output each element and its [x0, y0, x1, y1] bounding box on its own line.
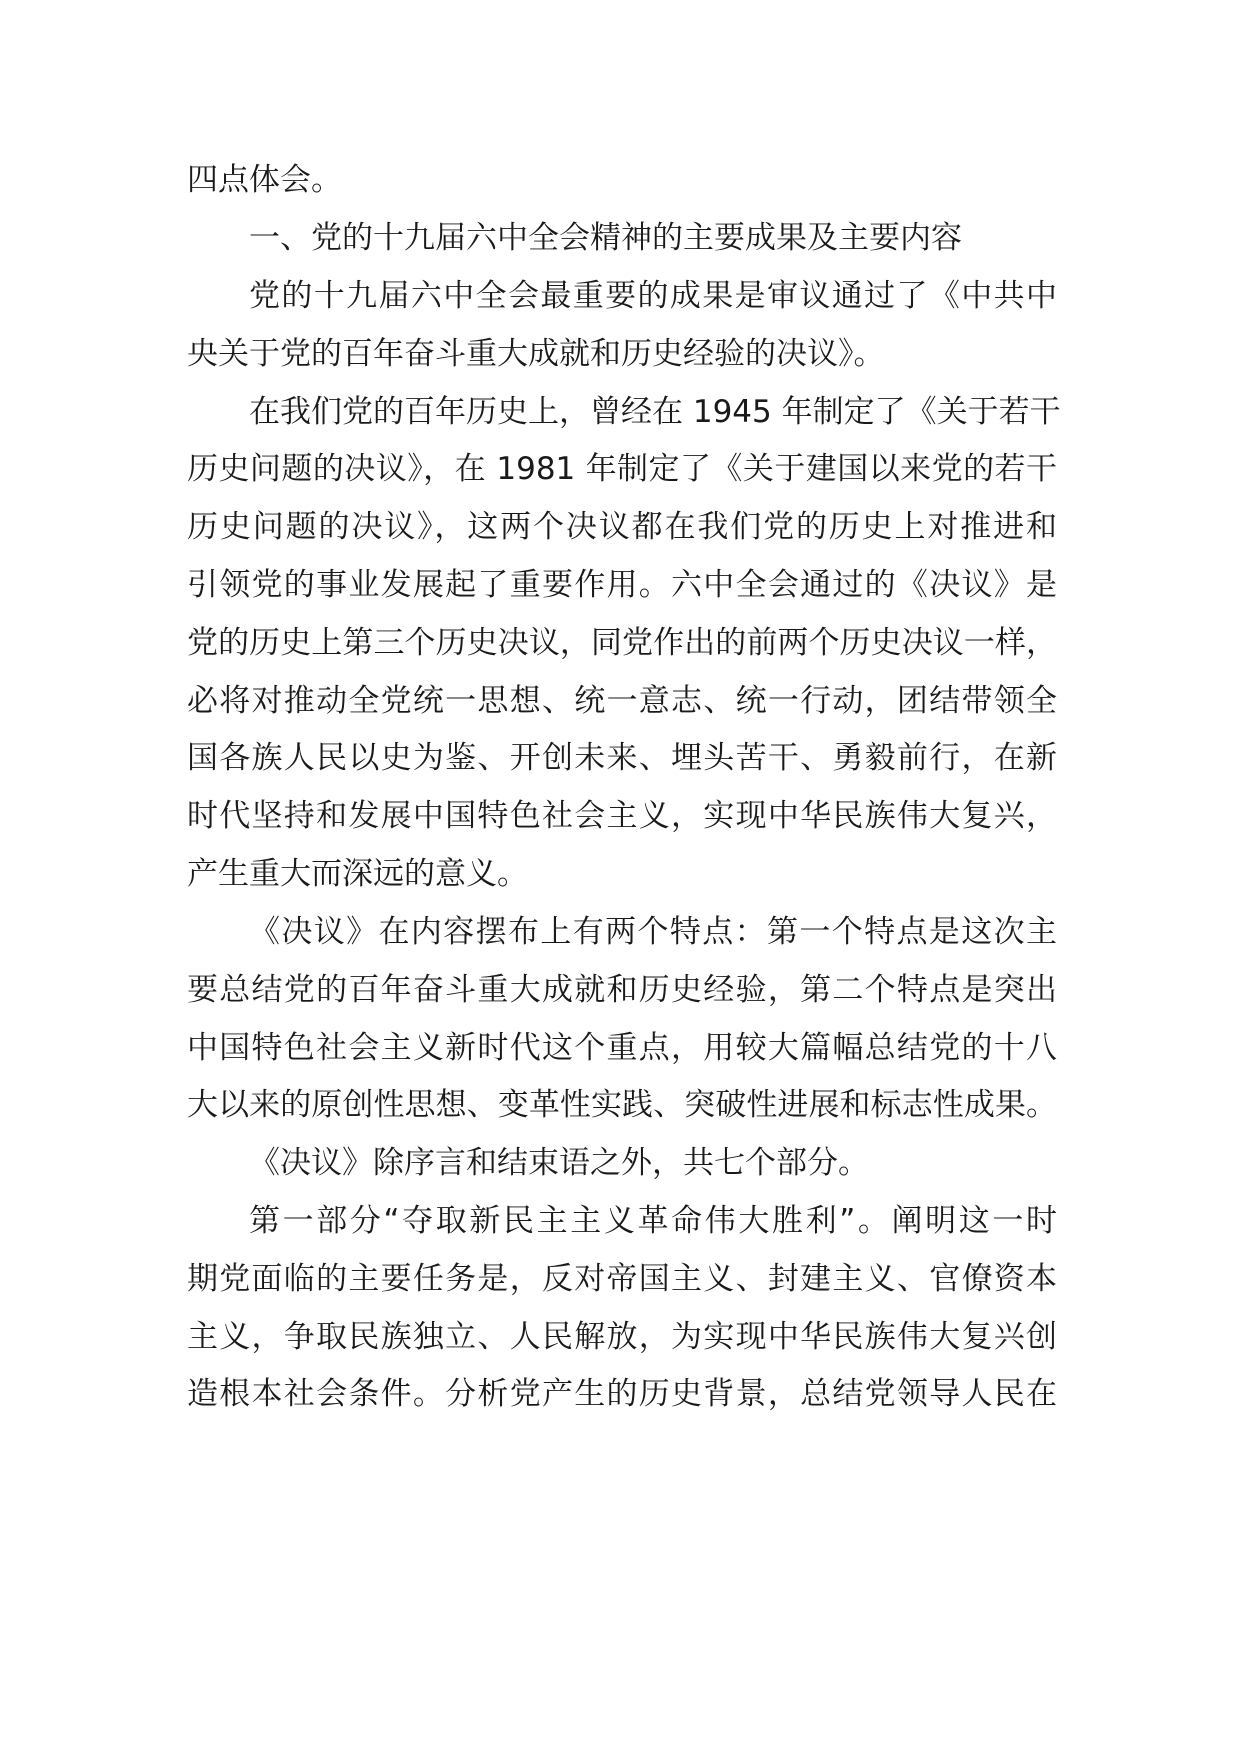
text-line: 国各族人民以史为鉴、开创未来、埋头苦干、勇毅前行，在新 [187, 740, 1057, 776]
text-line: 《决议》在内容摆布上有两个特点：第一个特点是这次主 [249, 914, 1057, 950]
text-line: 大以来的原创性思想、变革性实践、突破性进展和标志性成果。 [187, 1087, 1057, 1123]
text-line: 产生重大而深远的意义。 [187, 856, 528, 892]
text-line: 必将对推动全党统一思想、统一意志、统一行动，团结带领全 [187, 683, 1057, 719]
text-line: 引领党的事业发展起了重要作用。六中全会通过的《决议》是 [187, 567, 1057, 603]
text-line: 党的十九届六中全会最重要的成果是审议通过了《中共中 [249, 278, 1057, 314]
text-line: 党的历史上第三个历史决议，同党作出的前两个历史决议一样， [187, 625, 1057, 661]
section-heading: 一、党的十九届六中全会精神的主要成果及主要内容 [249, 220, 962, 256]
text-line: 历史问题的决议》，这两个决议都在我们党的历史上对推进和 [187, 509, 1057, 545]
text-line: 要总结党的百年奋斗重大成就和历史经验，第二个特点是突出 [187, 972, 1057, 1008]
text-line: 在我们党的百年历史上，曾经在 1945 年制定了《关于若干 [249, 394, 1061, 430]
text-line: 第一部分“夺取新民主主义革命伟大胜利”。阐明这一时 [249, 1203, 1057, 1239]
text-line: 《决议》除序言和结束语之外，共七个部分。 [249, 1145, 869, 1181]
text-line: 造根本社会条件。分析党产生的历史背景，总结党领导人民在 [187, 1376, 1057, 1412]
text-line: 中国特色社会主义新时代这个重点，用较大篇幅总结党的十八 [187, 1030, 1057, 1066]
text-line: 四点体会。 [187, 162, 342, 198]
text-line: 历史问题的决议》，在 1981 年制定了《关于建国以来党的若干 [187, 451, 1057, 487]
text-line: 时代坚持和发展中国特色社会主义，实现中华民族伟大复兴， [187, 798, 1057, 834]
text-line: 期党面临的主要任务是，反对帝国主义、封建主义、官僚资本 [187, 1261, 1057, 1297]
text-line: 央关于党的百年奋斗重大成就和历史经验的决议》。 [187, 336, 885, 372]
text-line: 主义，争取民族独立、人民解放，为实现中华民族伟大复兴创 [187, 1319, 1057, 1355]
